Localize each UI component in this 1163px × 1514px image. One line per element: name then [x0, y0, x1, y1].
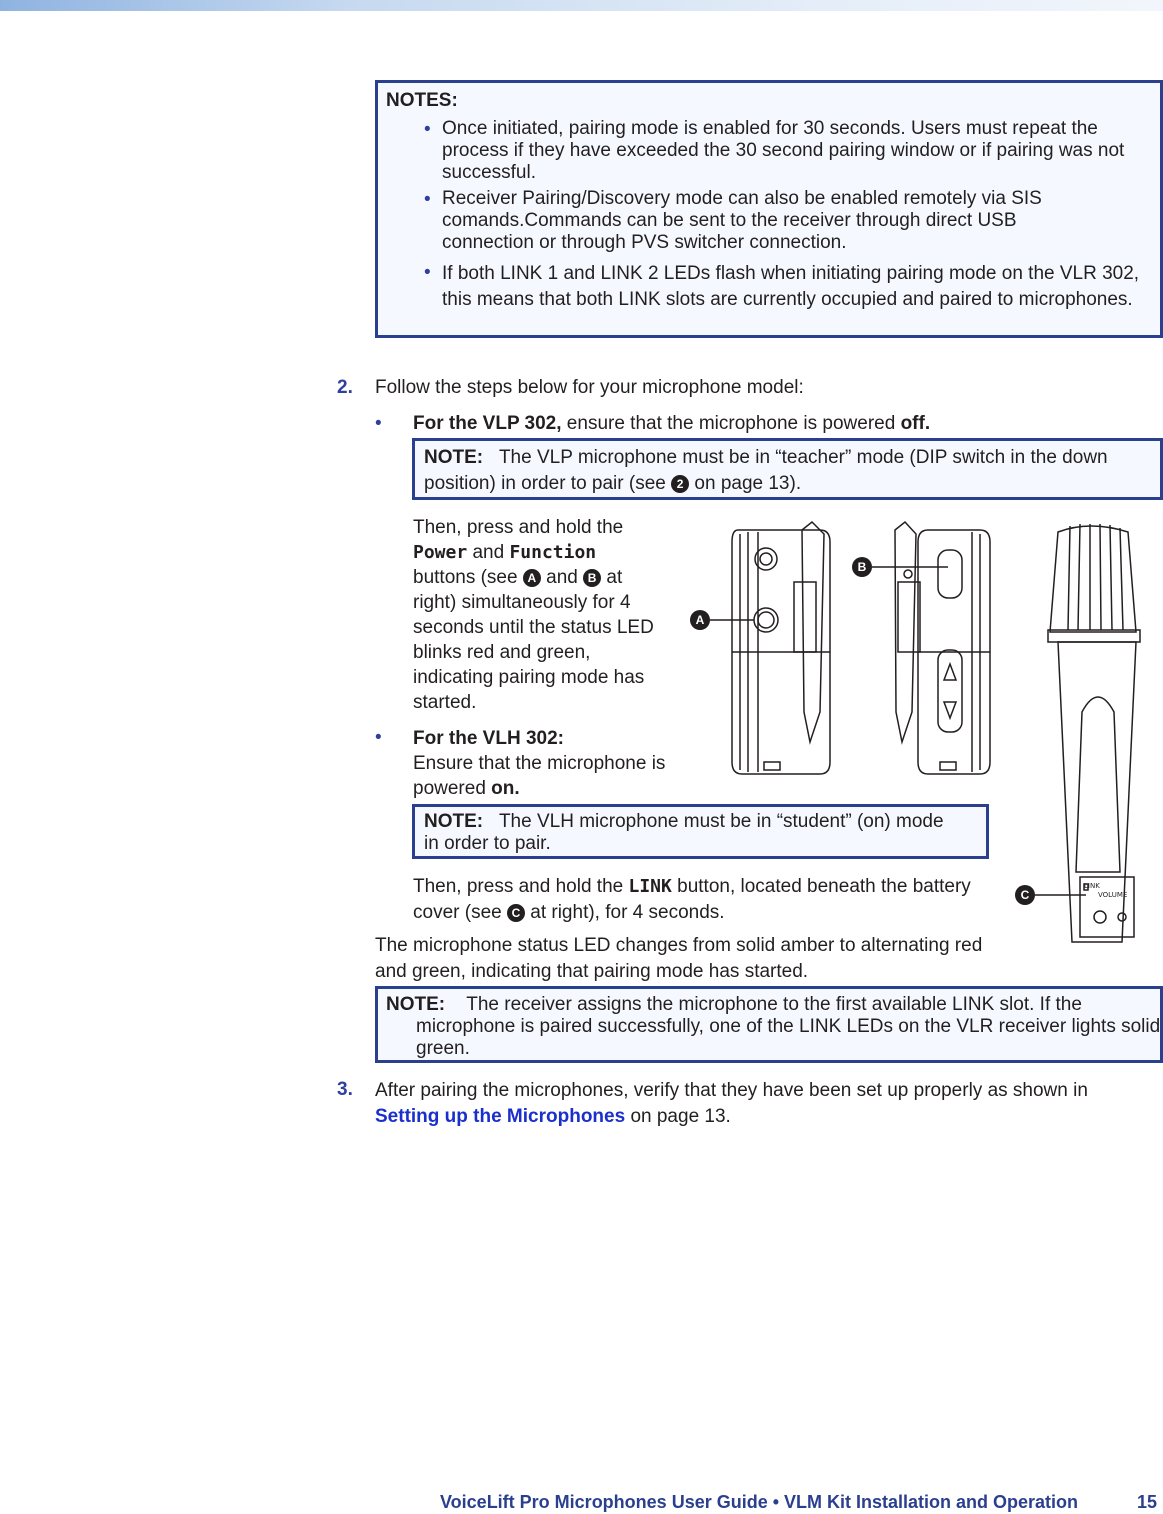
callout-c-label: C [1020, 888, 1030, 902]
callout-b [852, 557, 872, 577]
receiver-note-text: The receiver assigns the microphone to the first available LINK slot. If the microphone is paired successfully, one of the LINK LEDs on the VLR receiver lights solid green. [416, 994, 1161, 1059]
step-text: Follow the steps below for your microphone model: [375, 377, 804, 398]
vlp-back-view [895, 522, 990, 774]
vlp-title: For the VLP 302, [413, 413, 562, 434]
note-label: NOTE: [424, 811, 484, 832]
receiver-note [386, 994, 1163, 1060]
vlh-note-text: The VLH microphone must be in “student” (on) mode in order to pair. [424, 811, 944, 854]
bullet: • [375, 727, 382, 748]
note-label: NOTE: [424, 447, 484, 468]
step-ref-badge: 2 [671, 475, 689, 493]
vlp-then-text: Then, press and hold the [413, 517, 624, 538]
vlp-instruction [413, 412, 930, 436]
vlp-note-tail: on page 13). [689, 473, 802, 494]
note-label: NOTE: [386, 994, 446, 1015]
and-text: and [540, 567, 584, 588]
link-button-label: LINK [628, 876, 672, 897]
at-text: at [601, 567, 623, 588]
buttons-see-text: buttons (see [413, 567, 523, 588]
vlh-text: Ensure that the microphone is powered [413, 753, 666, 799]
step-number: 3. [337, 1079, 353, 1100]
vlh-then-text-3: at right), for 4 seconds. [524, 902, 725, 923]
notes-item-3: If both LINK 1 and LINK 2 LEDs flash when initiating pairing mode on the VLR 302, this means that both LINK slots are currently occupied and paired to microphones. [442, 263, 1140, 310]
step3-text [375, 1078, 1155, 1130]
receiver-note-box [375, 986, 1163, 1063]
callout-c [1015, 885, 1035, 905]
vlh-state: on. [491, 778, 520, 799]
callout-b-label: B [857, 560, 867, 574]
vlp-note-box [412, 438, 1163, 500]
vlh-then-text-2: button, located beneath the battery cover (see [413, 876, 971, 923]
notes-bullet: • [424, 189, 431, 210]
notes-item-1: Once initiated, pairing mode is enabled for 30 seconds. Users must repeat the process if they have exceeded the 30 second pairing window or if pairing was not successful. [442, 118, 1125, 183]
callout-a-ref: A [523, 569, 541, 587]
function-button-label: Function [509, 542, 597, 563]
vlh-title: For the VLH 302: [413, 728, 564, 749]
notes-bullet: • [424, 262, 431, 283]
microphones-figure [680, 512, 1160, 952]
volume-label: VOLUME [1098, 891, 1128, 899]
vlh-handheld-view [1048, 524, 1140, 942]
notes-title: NOTES: [386, 90, 458, 111]
step-number: 2. [337, 377, 353, 398]
page-footer: VoiceLift Pro Microphones User Guide • VLM Kit Installation and Operation [440, 1492, 1079, 1512]
setting-up-microphones-link[interactable]: Setting up the Microphones [375, 1106, 626, 1127]
vlp-note [424, 445, 1129, 497]
vlp-side-view [732, 522, 830, 774]
status-text: The microphone status LED changes from solid amber to alternating red and green, indicating that pairing mode has started. [375, 935, 983, 982]
notes-item-2: Receiver Pairing/Discovery mode can also be enabled remotely via SIS comands.Commands can be sent to the receiver through direct USB connection or through PVS switcher connection. [442, 188, 1042, 253]
vlp-note-text: The VLP microphone must be in “teacher” mode (DIP switch in the down position) in order to pair (see [424, 447, 1108, 494]
top-header-bar [0, 0, 1163, 11]
callout-c-ref: C [507, 904, 525, 922]
vlp-rest-text: right) simultaneously for 4 seconds until the status LED blinks red and green, indicating pairing mode has started. [413, 592, 654, 713]
step3-body: After pairing the microphones, verify that they have been set up properly as shown in [375, 1080, 1088, 1101]
link-label: LINK [1084, 882, 1100, 890]
step3-tail: on page 13. [625, 1106, 731, 1127]
power-button-label: Power [413, 542, 468, 563]
bullet: • [375, 413, 382, 434]
and-text: and [467, 542, 510, 563]
callout-b-ref: B [583, 569, 601, 587]
vlp-procedure [413, 515, 668, 715]
vlp-text: ensure that the microphone is powered [561, 413, 901, 434]
notes-bullet: • [424, 119, 431, 140]
callout-a [690, 610, 710, 630]
vlh-instruction [413, 726, 693, 801]
vlh-then-text: Then, press and hold the [413, 876, 629, 897]
vlp-state: off. [900, 413, 931, 434]
page-number: 15 [1137, 1492, 1158, 1512]
notes-box [375, 80, 1163, 338]
callout-a-label: A [695, 613, 705, 627]
